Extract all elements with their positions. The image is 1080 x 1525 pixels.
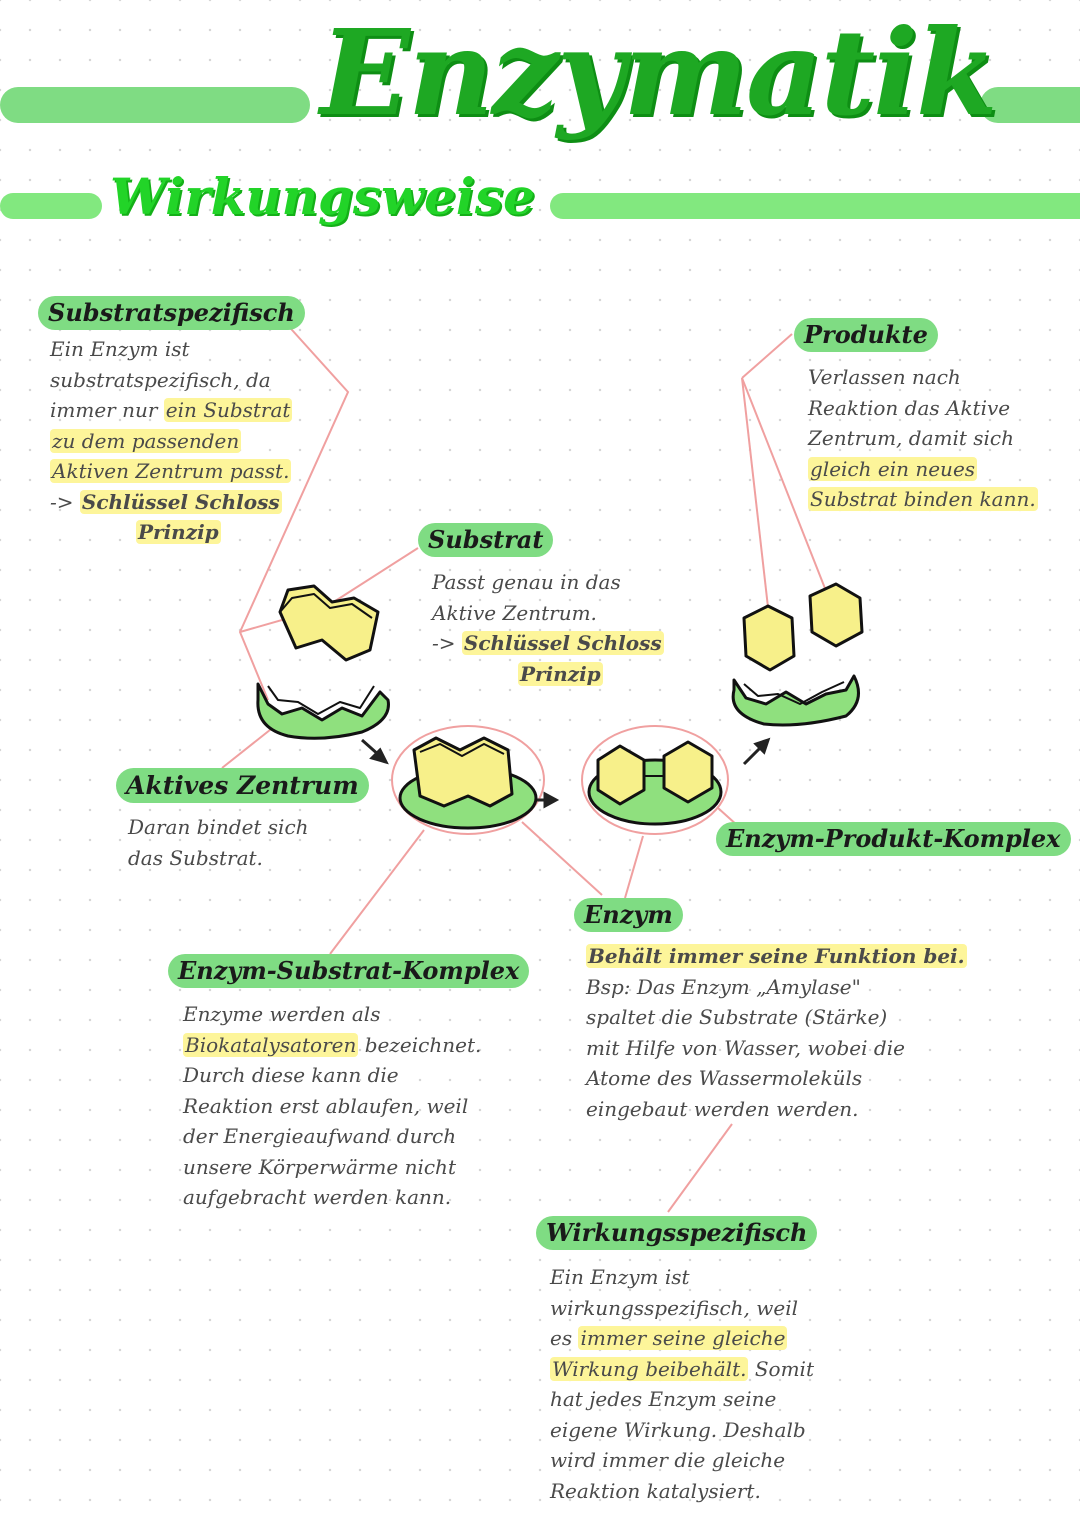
products-and-enzyme bbox=[733, 584, 862, 725]
subheader-bar-right bbox=[550, 193, 1080, 219]
text-line: immer nur ein Substrat bbox=[50, 398, 291, 422]
text-line: Passt genau in das bbox=[432, 570, 621, 594]
text-line: Reaktion das Aktive bbox=[808, 395, 1011, 420]
subheader-bar-left bbox=[0, 193, 102, 219]
enzyme-product-complex bbox=[589, 742, 721, 824]
text-line: Wirkung beibehält. Somit bbox=[552, 1356, 814, 1381]
text-line: Bsp: Das Enzym „Amylase" bbox=[586, 974, 861, 999]
highlight: zu dem passenden bbox=[52, 428, 240, 453]
enzyme-substrate-complex bbox=[400, 738, 536, 828]
text-line: wird immer die gleiche bbox=[550, 1448, 786, 1472]
text-line: Atome des Wassermoleküls bbox=[586, 1066, 863, 1090]
text-line: Durch diese kann die bbox=[183, 1063, 399, 1087]
text-line: Zentrum, damit sich bbox=[808, 426, 1014, 450]
label-substrat: Substrat bbox=[418, 523, 553, 557]
text-line: mit Hilfe von Wasser, wobei die bbox=[586, 1035, 905, 1060]
highlight: Prinzip bbox=[138, 520, 219, 544]
highlight: Aktiven Zentrum passt. bbox=[52, 459, 290, 483]
text-enzym bbox=[586, 941, 967, 1124]
text-line bbox=[808, 454, 1038, 485]
label-enzym-produkt-komplex: Enzym-Produkt-Komplex bbox=[716, 822, 1071, 856]
header-bar-left bbox=[0, 87, 310, 123]
text-line: es immer seine gleiche bbox=[550, 1326, 786, 1350]
text-line: hat jedes Enzym seine bbox=[550, 1387, 777, 1411]
highlight: gleich ein neues bbox=[810, 456, 976, 481]
text-line: -> Schlüssel Schloss bbox=[432, 631, 662, 655]
text-produkte bbox=[808, 362, 1038, 515]
text-line: Reaktion erst ablaufen, weil bbox=[183, 1093, 469, 1118]
substrate-molecule bbox=[280, 586, 378, 660]
text-line: Enzyme werden als bbox=[183, 1002, 381, 1026]
highlight: Behält immer seine Funktion bei. bbox=[588, 944, 965, 968]
text-line bbox=[586, 941, 967, 972]
highlight: Schlüssel Schloss bbox=[463, 631, 662, 655]
text-line: Ein Enzym ist bbox=[550, 1265, 690, 1289]
text-line: -> Schlüssel Schloss bbox=[50, 489, 280, 514]
text-line bbox=[50, 426, 292, 457]
text-line: das Substrat. bbox=[128, 845, 263, 870]
text-line: Aktive Zentrum. bbox=[432, 600, 597, 625]
text-line: Verlassen nach bbox=[808, 365, 961, 389]
text-wirkungsspezifisch bbox=[550, 1262, 814, 1506]
text-line: spaltet die Substrate (Stärke) bbox=[586, 1005, 888, 1029]
text-substratspezifisch bbox=[50, 334, 292, 548]
page-subtitle: Wirkungsweise bbox=[110, 167, 535, 226]
text-line bbox=[432, 659, 664, 690]
highlight: Wirkung beibehält. bbox=[552, 1356, 747, 1381]
highlight: Biokatalysatoren bbox=[185, 1032, 357, 1057]
text-line: aufgebracht werden kann. bbox=[183, 1185, 452, 1209]
text-line bbox=[50, 517, 292, 548]
highlight: Substrat binden kann. bbox=[810, 487, 1036, 511]
label-aktives-zentrum: Aktives Zentrum bbox=[116, 768, 369, 803]
text-substrat bbox=[432, 567, 664, 689]
text-line bbox=[808, 484, 1038, 515]
text-line: substratspezifisch, da bbox=[50, 367, 271, 392]
text-line: wirkungsspezifisch, weil bbox=[550, 1295, 799, 1320]
text-aktives-zentrum bbox=[128, 812, 309, 873]
text-line: eingebaut werden werden. bbox=[586, 1096, 859, 1121]
page-title: Enzymatik bbox=[320, 3, 996, 142]
text-line: Daran bindet sich bbox=[128, 815, 309, 839]
highlight: Prinzip bbox=[520, 661, 601, 686]
text-enzym-substrat-komplex bbox=[183, 999, 481, 1213]
highlight: ein Substrat bbox=[165, 398, 291, 422]
label-wirkungsspezifisch: Wirkungsspezifisch bbox=[536, 1216, 817, 1250]
label-enzym: Enzym bbox=[574, 898, 683, 932]
enzyme-active-site bbox=[258, 684, 389, 738]
text-line bbox=[50, 456, 292, 487]
text-line: Biokatalysatoren bezeichnet. bbox=[185, 1032, 482, 1057]
text-line: unsere Körperwärme nicht bbox=[183, 1154, 456, 1179]
highlight: immer seine gleiche bbox=[580, 1326, 786, 1350]
label-substratspezifisch: Substratspezifisch bbox=[38, 296, 305, 330]
text-line: Ein Enzym ist bbox=[50, 337, 190, 361]
highlight: Schlüssel Schloss bbox=[81, 489, 280, 514]
text-line: der Energieaufwand durch bbox=[183, 1124, 457, 1148]
text-line: eigene Wirkung. Deshalb bbox=[550, 1417, 806, 1442]
text-line: Reaktion katalysiert. bbox=[550, 1478, 761, 1503]
label-produkte: Produkte bbox=[794, 318, 938, 352]
label-enzym-substrat-komplex: Enzym-Substrat-Komplex bbox=[168, 954, 529, 988]
